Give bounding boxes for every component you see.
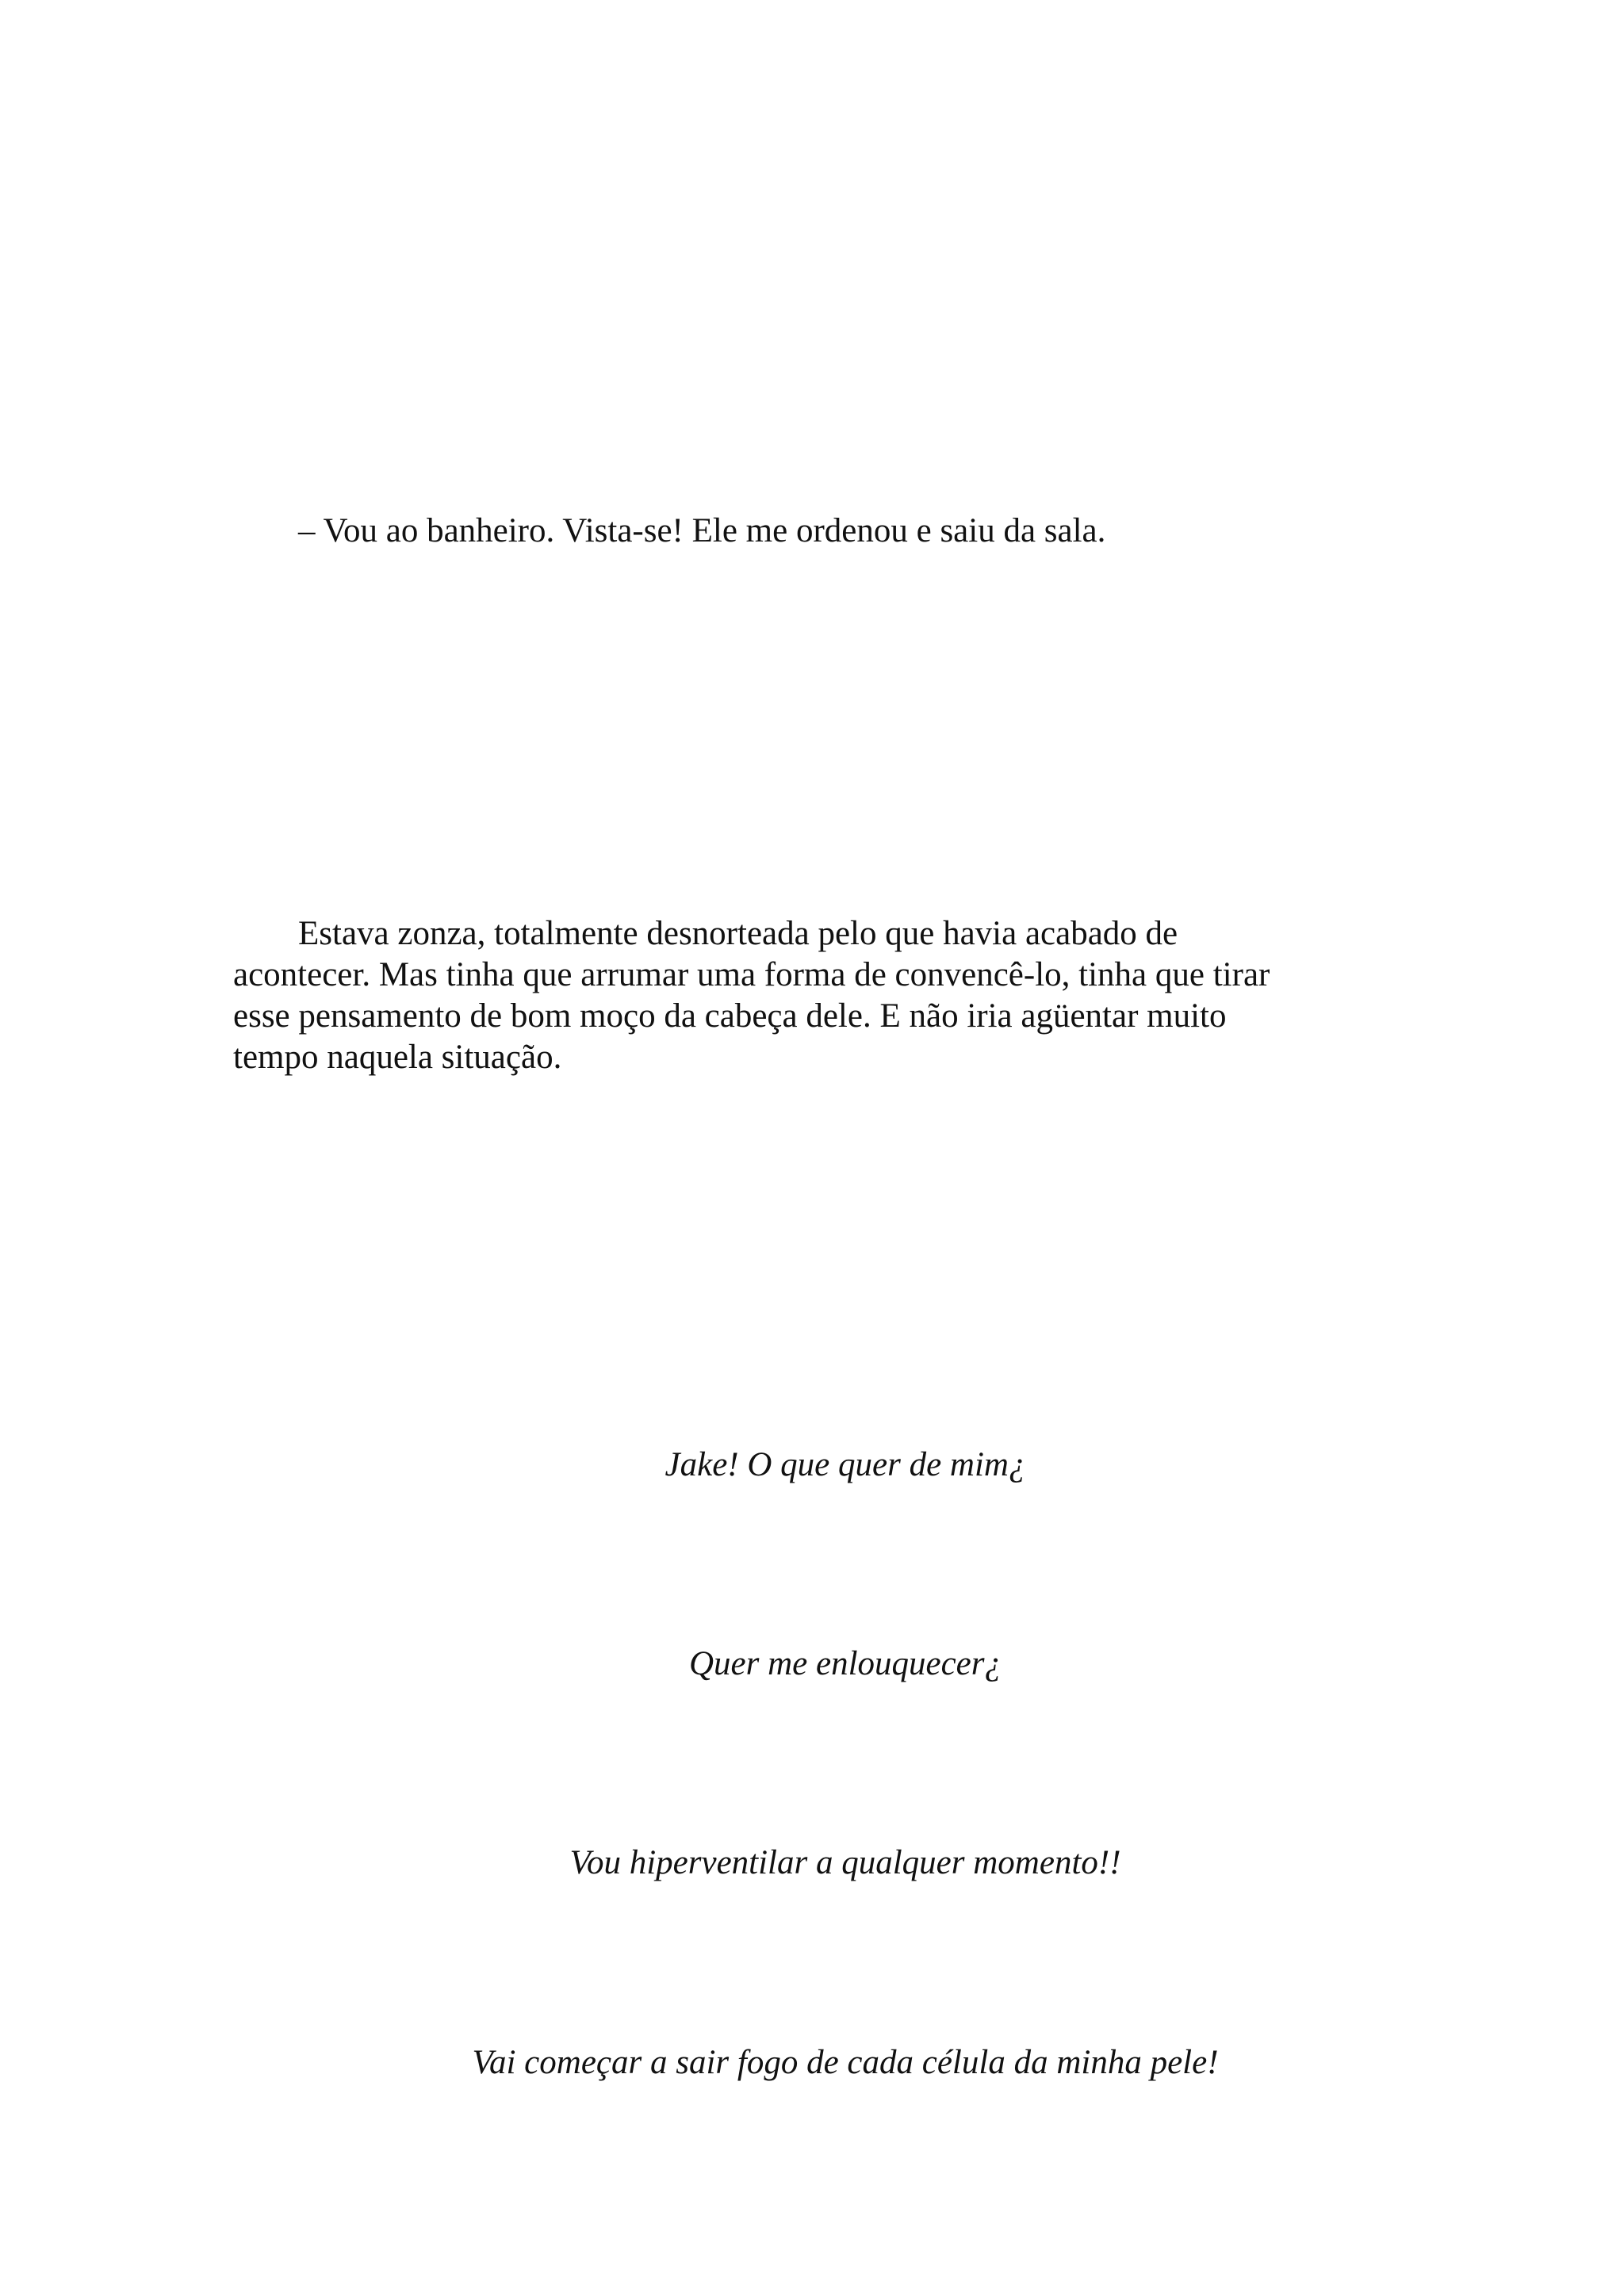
narration-line: esse pensamento de bom moço da cabeça dele. E não iria agüentar muito (233, 997, 1227, 1035)
thought-line: Jake! O que quer de mim¿ (665, 1446, 1026, 1483)
narration-line: acontecer. Mas tinha que arrumar uma forma de convencê-lo, tinha que tirar (233, 956, 1270, 993)
dialogue-paragraph: – Vou ao banheiro. Vista-se! Ele me ordenou e saiu da sala. (298, 512, 1106, 549)
thought-line: Vai começar a sair fogo de cada célula da minha pele! (472, 2044, 1219, 2081)
narration-line: Estava zonza, totalmente desnorteada pelo que havia acabado de (298, 915, 1178, 952)
narration-paragraph (233, 913, 1407, 1078)
narration-line: tempo naquela situação. (233, 1039, 562, 1076)
thought-line: Quer me enlouquecer¿ (688, 1645, 1002, 1682)
thought-line: Vou hiperventilar a qualquer momento!! (569, 1844, 1121, 1881)
